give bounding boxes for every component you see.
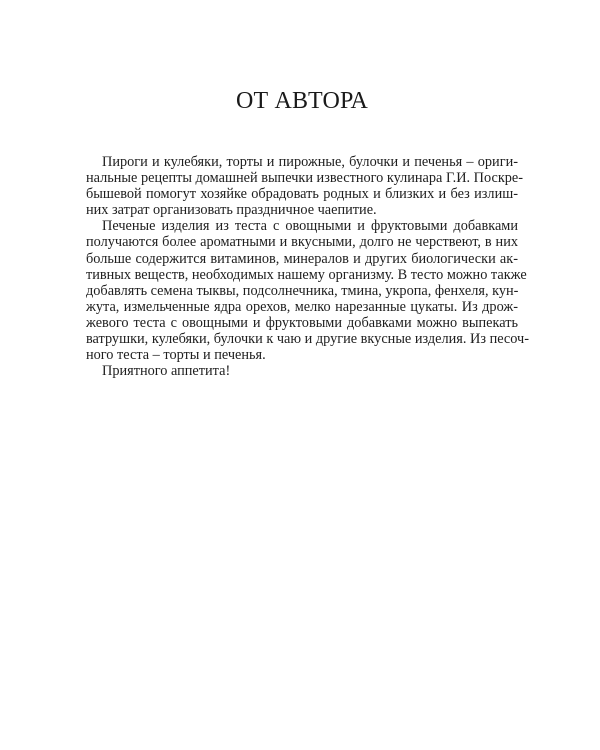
paragraph-3 bbox=[86, 363, 518, 379]
paragraph-1 bbox=[86, 154, 524, 219]
text-line: Приятного аппетита! bbox=[102, 363, 231, 380]
text-line: ного теста – торты и печенья. bbox=[86, 347, 266, 364]
text-line: больше содержится витаминов, минералов и других биологически ак- bbox=[86, 250, 518, 267]
body-text bbox=[86, 154, 529, 380]
text-line: бышевой помогут хозяйке обрадовать родных и близких и без излиш- bbox=[86, 186, 518, 203]
text-line: добавлять семена тыквы, подсолнечника, тмина, укропа, фенхеля, кун- bbox=[86, 282, 519, 299]
page-title: ОТ АВТОРА bbox=[235, 88, 369, 114]
text-line: Пироги и кулебяки, торты и пирожные, булочки и печенья – ориги- bbox=[102, 154, 518, 170]
text-line: жевого теста с овощными и фруктовыми добавками можно выпекать bbox=[86, 314, 518, 331]
text-line: тивных веществ, необходимых нашему организму. В тесто можно также bbox=[86, 266, 527, 283]
text-line: нальные рецепты домашней выпечки известного кулинара Г.И. Поскре- bbox=[86, 170, 524, 187]
text-line: ватрушки, кулебяки, булочки к чаю и другие вкусные изделия. Из песоч- bbox=[86, 331, 529, 348]
text-line: Печеные изделия из теста с овощными и фруктовыми добавками bbox=[102, 218, 518, 235]
text-line: получаются более ароматными и вкусными, долго не черствеют, в них bbox=[86, 234, 518, 251]
text-line: них затрат организовать праздничное чаепитие. bbox=[86, 202, 377, 219]
text-line: жута, измельченные ядра орехов, мелко нарезанные цукаты. Из дрож- bbox=[86, 298, 518, 315]
paragraph-2 bbox=[86, 218, 529, 364]
